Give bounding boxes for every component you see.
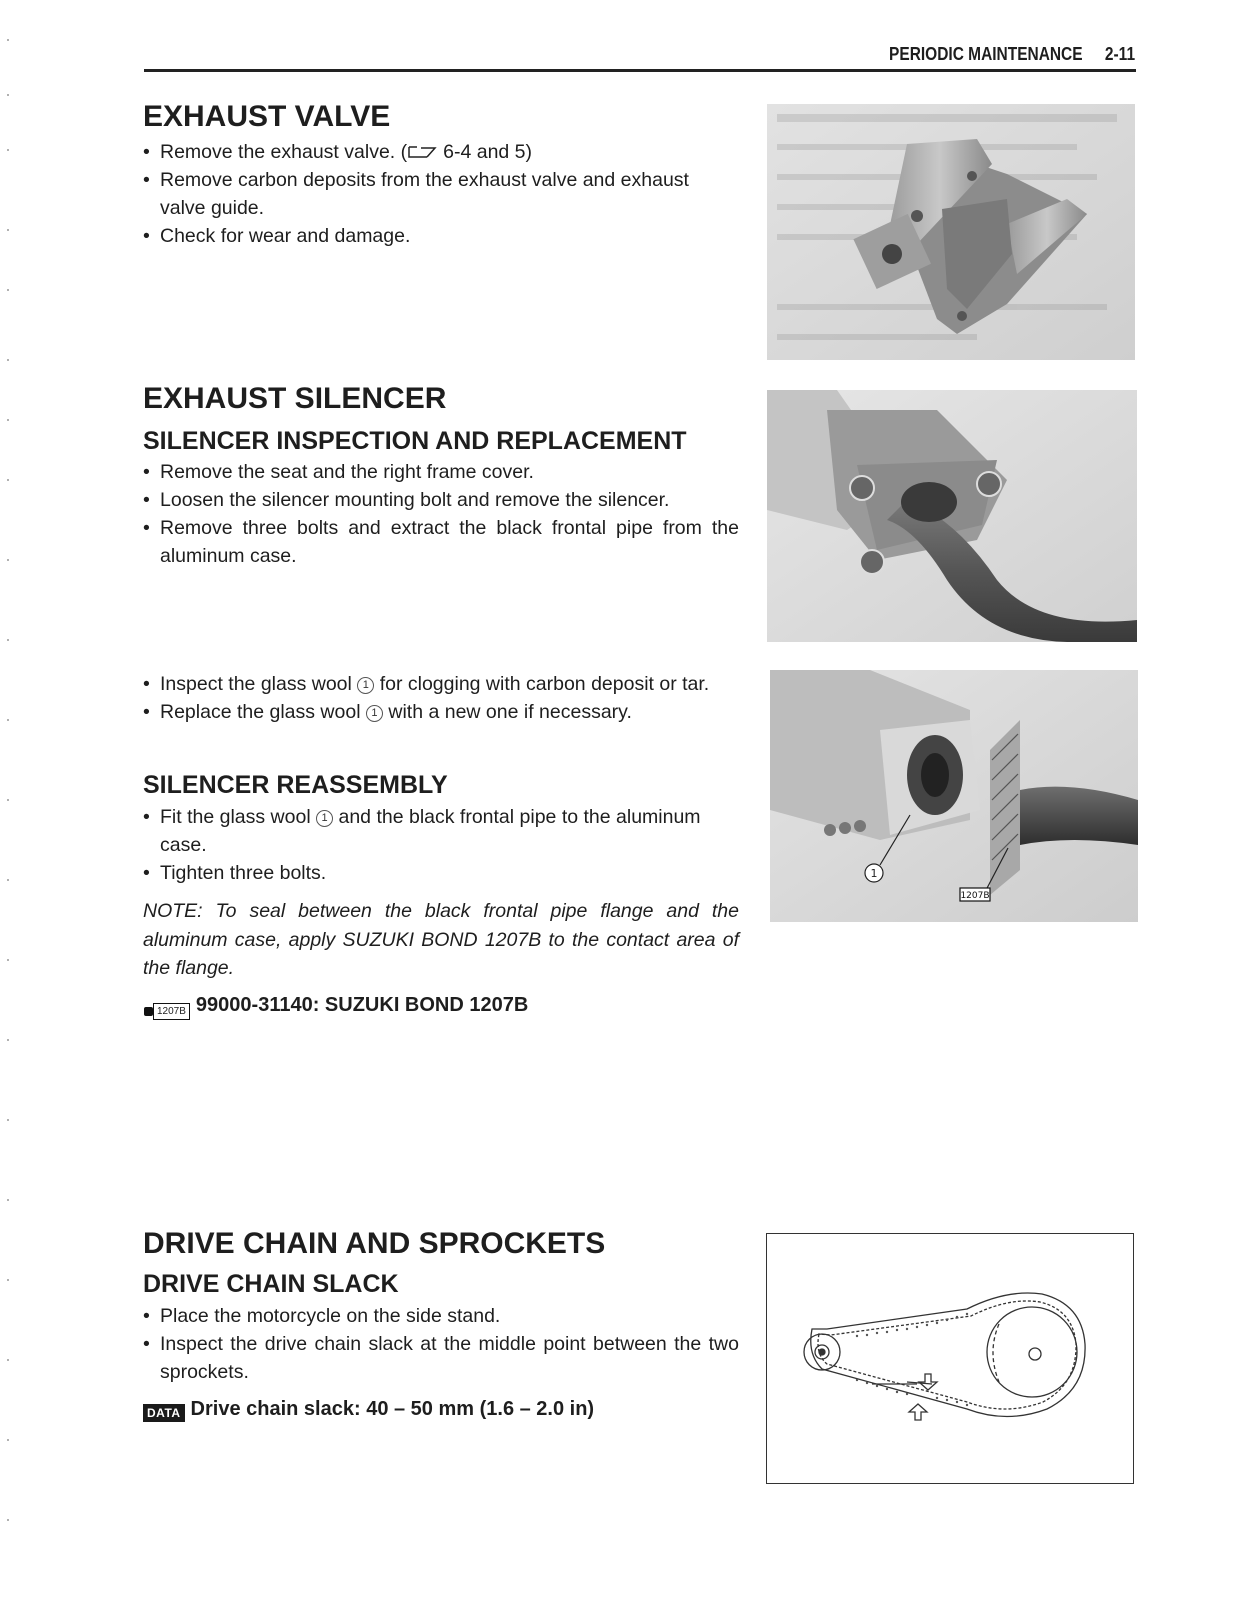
running-header bbox=[889, 44, 1135, 65]
callout-marker: 1 bbox=[357, 677, 374, 694]
drive-chain-steps bbox=[143, 1302, 739, 1386]
header-section: PERIODIC MAINTENANCE bbox=[888, 44, 1083, 64]
exhaust-valve-steps bbox=[143, 138, 739, 250]
list-item: • Remove the seat and the right frame cover. bbox=[143, 458, 739, 486]
reference-arrow-icon bbox=[407, 138, 443, 166]
exhaust-valve-photo bbox=[767, 104, 1135, 360]
list-item: • Inspect the glass wool 1 for clogging with carbon deposit or tar. bbox=[143, 670, 739, 698]
list-item: • Tighten three bolts. bbox=[143, 859, 739, 887]
header-rule bbox=[144, 69, 1136, 72]
list-item: • Inspect the drive chain slack at the middle point between the two sprockets. bbox=[143, 1330, 739, 1386]
list-item: • Loosen the silencer mounting bolt and remove the silencer. bbox=[143, 486, 739, 514]
glass-wool-inspection-steps bbox=[143, 670, 739, 726]
list-item: • Place the motorcycle on the side stand. bbox=[143, 1302, 739, 1330]
list-item: • Fit the glass wool 1 and the black frontal pipe to the aluminum case. bbox=[143, 803, 739, 859]
list-item: • Replace the glass wool 1 with a new one if necessary. bbox=[143, 698, 739, 726]
silencer-bolts-photo bbox=[767, 390, 1137, 642]
data-icon: DATA bbox=[143, 1404, 185, 1422]
callout-marker: 1 bbox=[316, 810, 333, 827]
page-number: 2-11 bbox=[1104, 44, 1135, 64]
drive-chain-title: DRIVE CHAIN AND SPROCKETS bbox=[143, 1227, 606, 1260]
chain-slack-spec-text: Drive chain slack: 40 – 50 mm (1.6 – 2.0 in) bbox=[190, 1398, 595, 1420]
drive-chain-slack-subtitle: DRIVE CHAIN SLACK bbox=[143, 1270, 399, 1298]
list-item: • Remove carbon deposits from the exhaust valve and exhaust valve guide. bbox=[143, 166, 739, 222]
reassembly-steps bbox=[143, 803, 739, 887]
bond-tag-label: 1207B bbox=[960, 891, 990, 901]
bond-spec-text: 99000-31140: SUZUKI BOND 1207B bbox=[195, 994, 529, 1016]
chain-slack-spec bbox=[143, 1398, 594, 1422]
silencer-reassembly-subtitle: SILENCER REASSEMBLY bbox=[143, 771, 448, 799]
bond-spec bbox=[143, 994, 528, 1020]
list-item: • Remove three bolts and extract the black frontal pipe from the aluminum case. bbox=[143, 514, 739, 570]
exhaust-valve-title: EXHAUST VALVE bbox=[143, 100, 391, 133]
reassembly-note: NOTE: To seal between the black frontal pipe flange and the aluminum case, apply SUZUKI BOND 1207B to the contact area of the flange. bbox=[143, 900, 739, 979]
list-item: • Check for wear and damage. bbox=[143, 222, 739, 250]
glass-wool-photo bbox=[770, 670, 1138, 922]
exhaust-silencer-title: EXHAUST SILENCER bbox=[143, 382, 447, 415]
binding-margin-marks bbox=[4, 0, 12, 1600]
callout-label: 1 bbox=[870, 867, 878, 880]
silencer-inspection-subtitle: SILENCER INSPECTION AND REPLACEMENT bbox=[143, 427, 687, 455]
list-item: • Remove the exhaust valve. ( 6-4 and 5) bbox=[143, 138, 739, 166]
callout-marker: 1 bbox=[366, 705, 383, 722]
sealant-tube-icon: 1207B bbox=[153, 1003, 190, 1020]
silencer-removal-steps bbox=[143, 458, 739, 570]
drive-chain-diagram bbox=[766, 1233, 1134, 1484]
